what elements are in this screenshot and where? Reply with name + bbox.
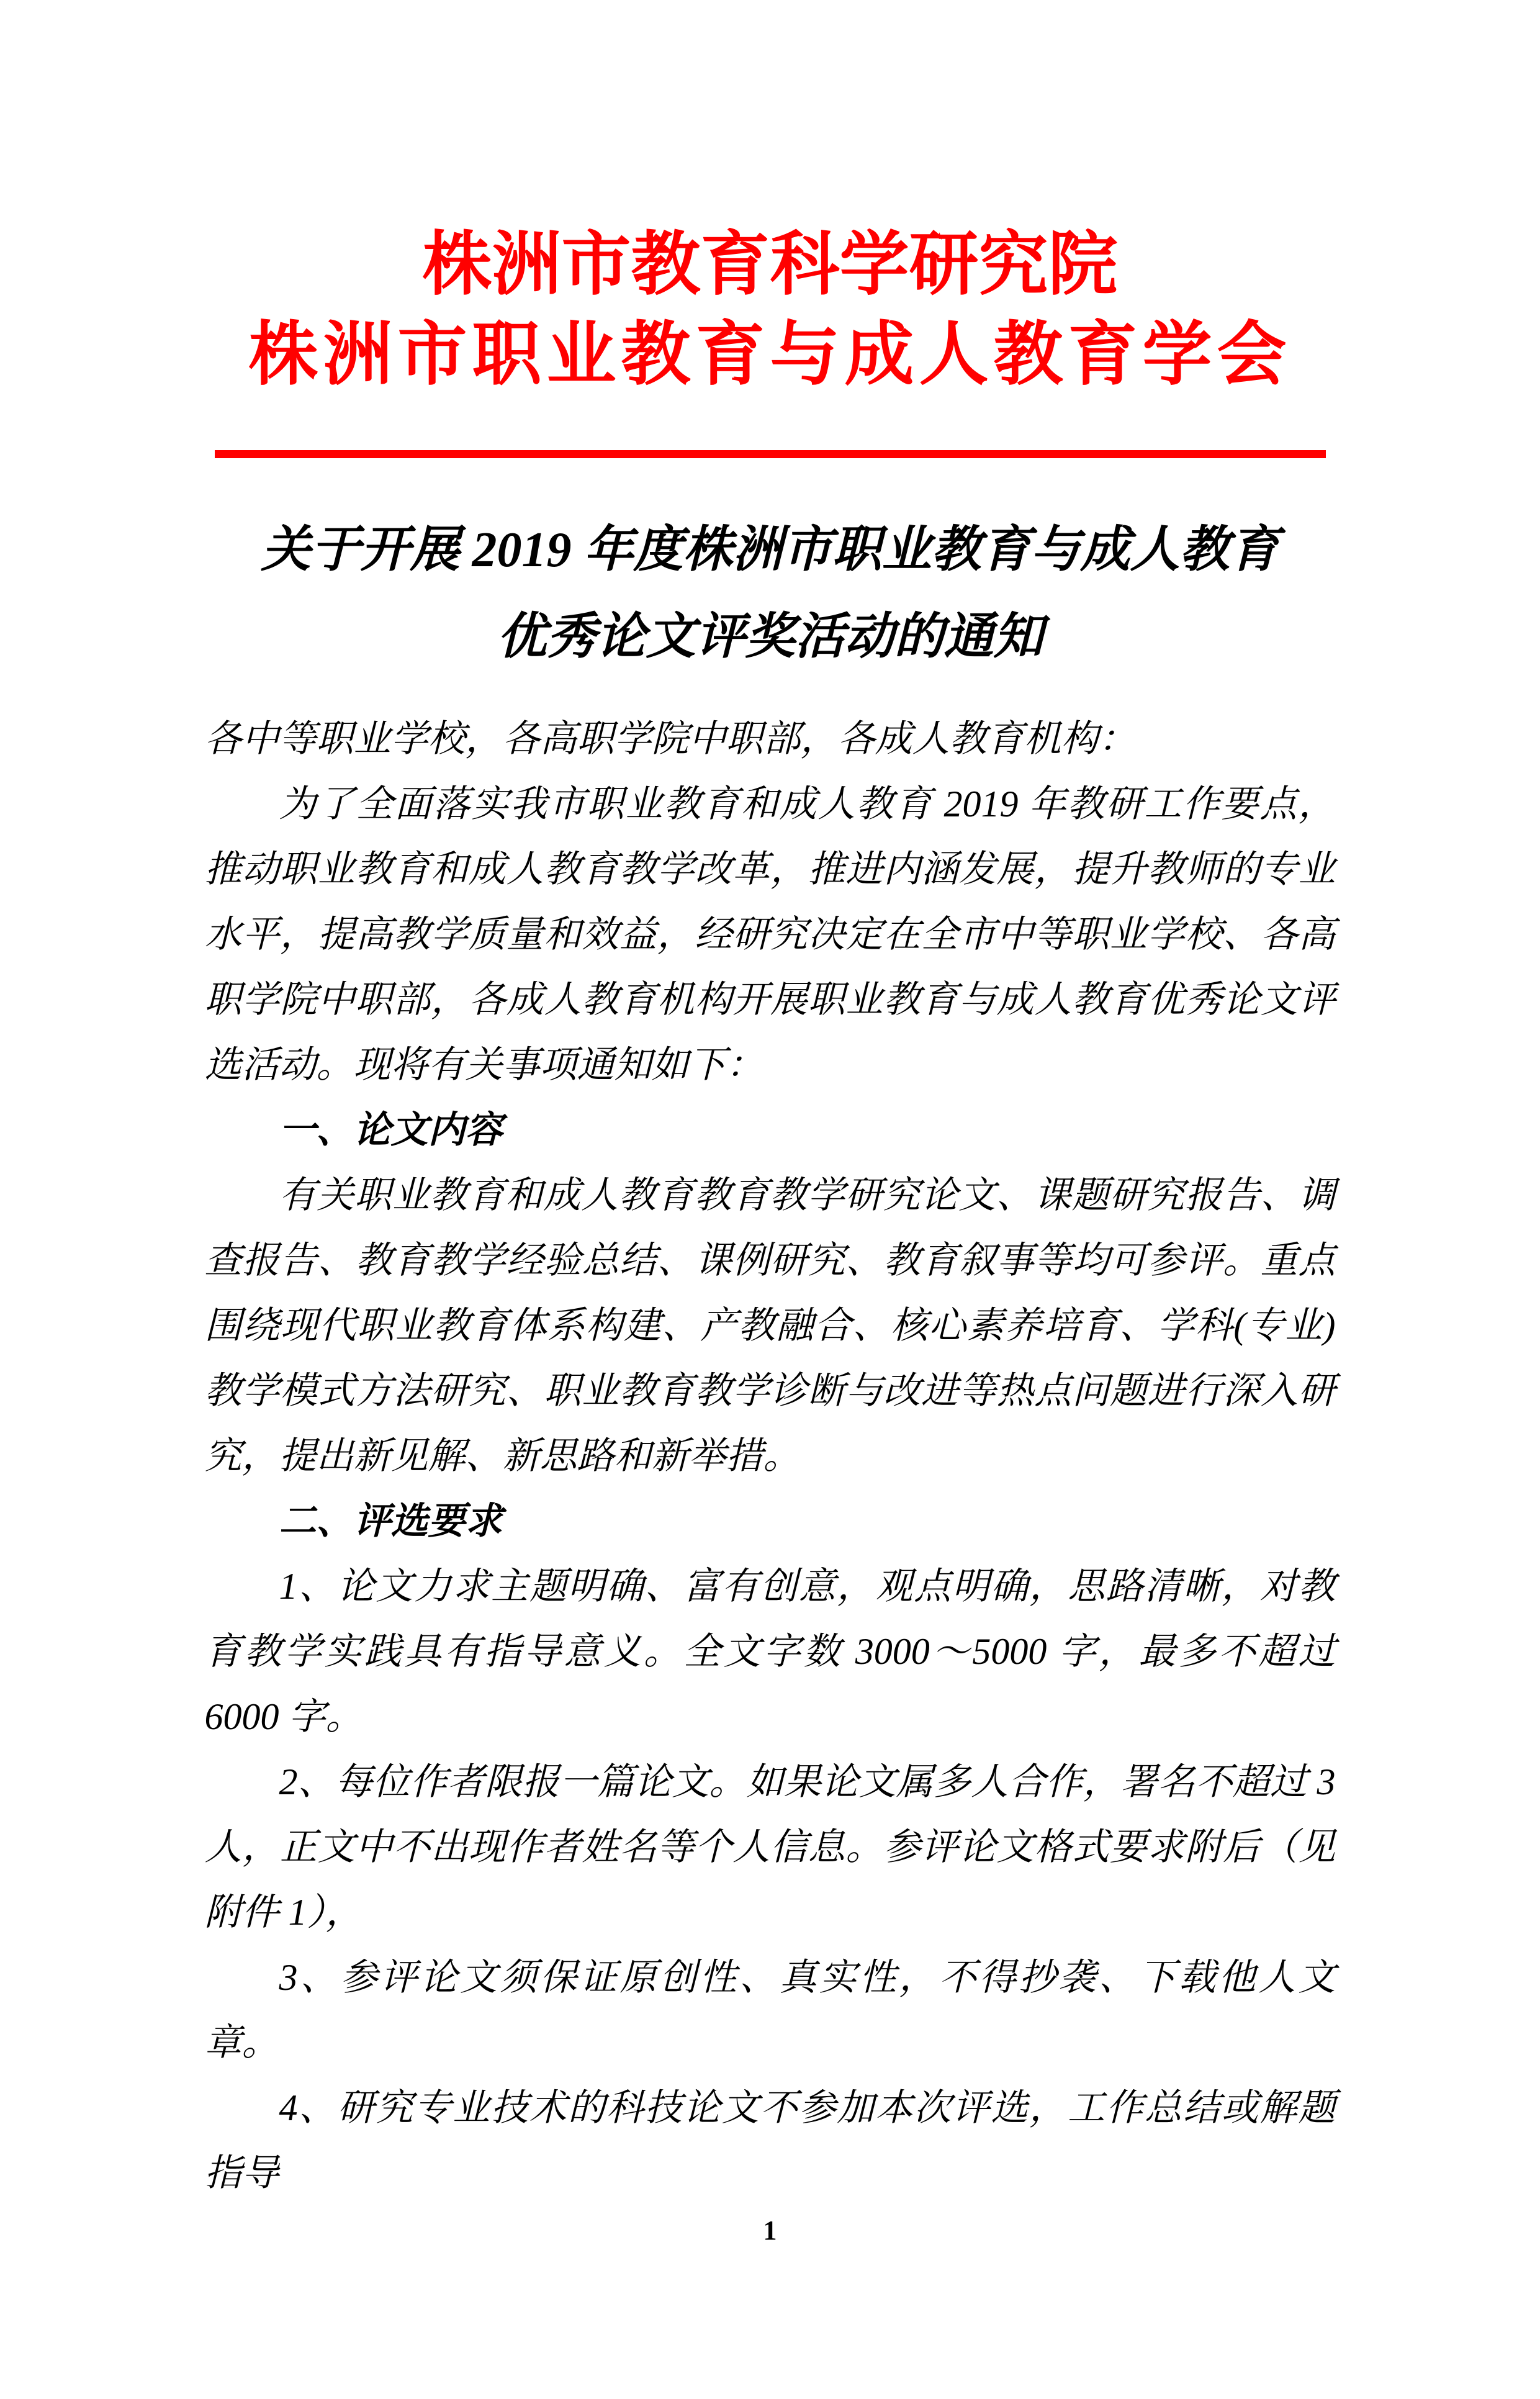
page-number: 1 [763,2215,777,2246]
requirement-item-1: 1、论文力求主题明确、富有创意，观点明确，思路清晰，对教育教学实践具有指导意义。全文字数 3000～5000 字，最多不超过 6000 字。 [204,1566,1336,1737]
notice-title-line-2: 优秀论文评奖活动的通知 [497,610,1043,664]
notice-title-line-1: 关于开展 2019 年度株洲市职业教育与成人教育 [261,523,1279,577]
section-1-heading: 一、论文内容 [279,1109,503,1150]
notice-title [0,507,1540,680]
document-page [0,220,1540,2399]
requirement-item-4: 4、研究专业技术的科技论文不参加本次评选，工作总结或解题指导 [204,2087,1336,2193]
letterhead-line-1: 株洲市教育科学研究院 [422,227,1118,304]
letterhead-divider [215,450,1326,458]
requirement-item-3: 3、参评论文须保证原创性、真实性，不得抄袭、下载他人文章。 [204,1957,1336,2063]
salutation: 各中等职业学校，各高职学院中职部，各成人教育机构： [204,718,1136,759]
intro-paragraph: 为了全面落实我市职业教育和成人教育 2019 年教研工作要点，推动职业教育和成人教育教学改革，推进内涵发展，提升教师的专业水平，提高教学质量和效益，经研究决定在全市中等职业学校、各高职学院中职部，各成人教育机构开展职业教育与成人教育优秀论文评选活动。现将有关事项通知如下： [204,784,1336,1085]
section-2-heading: 二、评选要求 [279,1501,503,1542]
requirement-item-2: 2、每位作者限报一篇论文。如果论文属多人合作，署名不超过 3 人，正文中不出现作者姓名等个人信息。参评论文格式要求附后（见附件 1）， [204,1761,1336,1933]
section-1-paragraph: 有关职业教育和成人教育教育教学研究论文、课题研究报告、调查报告、教育教学经验总结、课例研究、教育叙事等均可参评。重点围绕现代职业教育体系构建、产教融合、核心素养培育、学科(专业)教学模式方法研究、职业教育教学诊断与改进等热点问题进行深入研究，提出新见解、新思路和新举措。 [204,1175,1336,1476]
document-body [205,707,1336,2206]
letterhead [0,220,1540,400]
letterhead-line-2: 株洲市职业教育与成人教育学会 [248,317,1292,394]
